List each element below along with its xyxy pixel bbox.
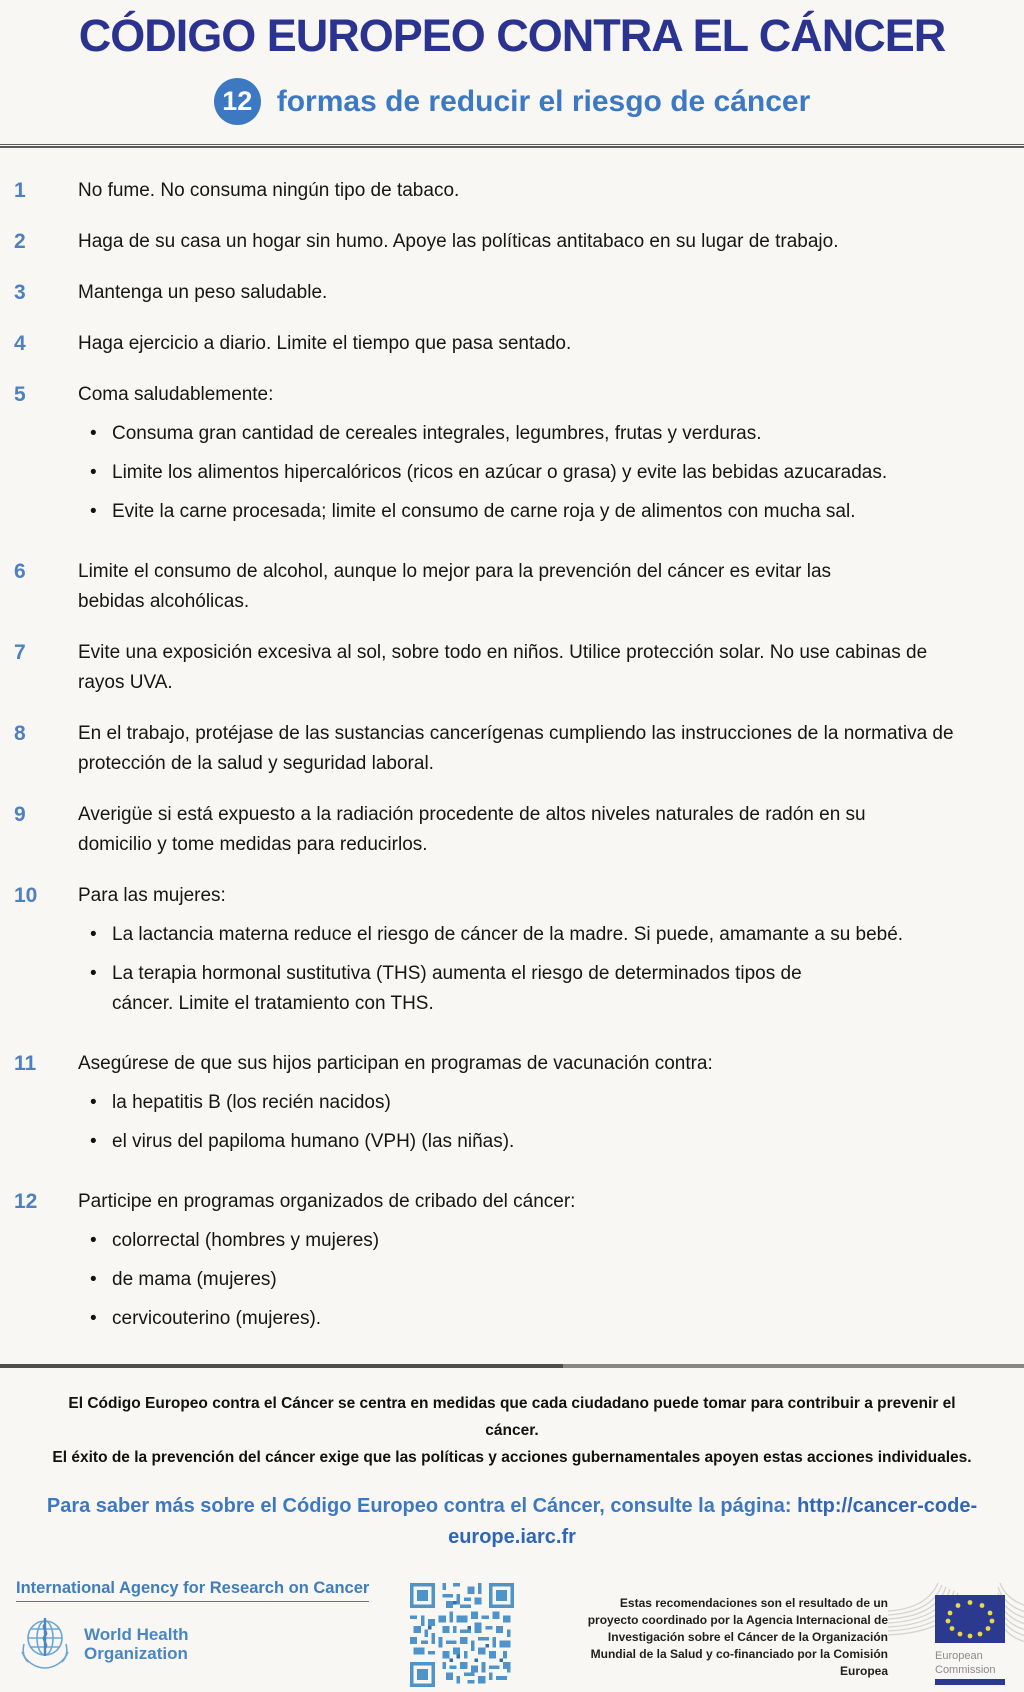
list-item <box>14 380 1004 536</box>
who-emblem-icon <box>16 1612 74 1675</box>
item-number: 1 <box>14 179 26 202</box>
bullet-item: • Limite los alimentos hipercalóricos (ricos en azúcar o grasa) y evite las bebidas azucaradas. <box>78 458 978 488</box>
item-number: 10 <box>14 884 38 907</box>
iarc-label: International Agency for Research on Cancer <box>16 1579 369 1602</box>
more-info-prefix: Para saber más sobre el Código Europeo contra el Cáncer, consulte la página: <box>46 1495 798 1517</box>
sub-bullet-list <box>78 419 1004 527</box>
item-number: 3 <box>14 281 26 304</box>
sub-bullet-list <box>78 920 1004 1019</box>
list-item <box>14 227 1004 257</box>
recommendations-list <box>0 148 1024 1343</box>
bullet-item: • cervicouterino (mujeres). <box>78 1304 978 1334</box>
bullet-item: • de mama (mujeres) <box>78 1265 978 1295</box>
sub-bullet-list <box>78 1226 1004 1334</box>
item-text: Participe en programas organizados de cribado del cáncer: <box>78 1191 576 1212</box>
list-item <box>14 719 1004 779</box>
item-text: En el trabajo, protéjase de las sustancias cancerígenas cumpliendo las instrucciones de la normativa de protección de la salud y seguridad laboral. <box>78 723 954 774</box>
list-item <box>14 557 1004 617</box>
item-text: Asegúrese de que sus hijos participan en programas de vacunación contra: <box>78 1053 713 1074</box>
summary-paragraph <box>0 1390 1024 1471</box>
list-item <box>14 1187 1004 1343</box>
item-number: 4 <box>14 332 26 355</box>
bullet-item: • Consuma gran cantidad de cereales integrales, legumbres, frutas y verduras. <box>78 419 978 449</box>
ec-logo-block <box>888 1581 1024 1690</box>
bullet-item: • el virus del papiloma humano (VPH) (las niñas). <box>78 1127 978 1157</box>
bullet-item: • La terapia hormonal sustitutiva (THS) aumenta el riesgo de determinados tipos de cáncer. Limite el tratamiento con THS. <box>78 959 868 1019</box>
credit-text: Estas recomendaciones son el resultado de un proyecto coordinado por la Agencia Internacional de Investigación sobre el Cáncer de la Organización Mundial de la Salud y co-financiado por la Comisión Europea <box>587 1596 888 1678</box>
who-label <box>84 1625 189 1663</box>
footer-divider <box>0 1364 1024 1368</box>
bullet-item: • la hepatitis B (los recién nacidos) <box>78 1088 978 1118</box>
cancer-code-url-link[interactable]: http://cancer-code-europe.iarc.fr <box>448 1495 978 1548</box>
item-number: 7 <box>14 641 26 664</box>
page-title: CÓDIGO EUROPEO CONTRA EL CÁNCER <box>78 10 946 61</box>
eu-flag-icon <box>888 1581 1024 1690</box>
list-item <box>14 881 1004 1028</box>
item-text: Limite el consumo de alcohol, aunque lo mejor para la prevención del cáncer es evitar las bebidas alcohólicas. <box>78 561 832 612</box>
item-text: Evite una exposición excesiva al sol, sobre todo en niños. Utilice protección solar. No use cabinas de rayos UVA. <box>78 642 928 693</box>
summary-line-2: El éxito de la prevención del cáncer exige que las políticas y acciones gubernamentales apoyen estas acciones individuales. <box>52 1449 972 1466</box>
bullet-item: • La lactancia materna reduce el riesgo de cáncer de la madre. Si puede, amamante a su bebé. <box>78 920 983 950</box>
ec-label-line-1: European <box>935 1650 983 1662</box>
badge-12-icon: 12 <box>214 78 261 125</box>
item-text: Coma saludablemente: <box>78 384 274 405</box>
bullet-item: • Evite la carne procesada; limite el consumo de carne roja y de alimentos con mucha sal. <box>78 497 978 527</box>
sub-bullet-list <box>78 1088 1004 1157</box>
ec-label-line-2: Commission <box>935 1664 996 1676</box>
list-item <box>14 176 1004 206</box>
item-text: Mantenga un peso saludable. <box>78 282 328 303</box>
item-text: Haga ejercicio a diario. Limite el tiempo que pasa sentado. <box>78 333 572 354</box>
list-item <box>14 1049 1004 1166</box>
item-number: 5 <box>14 383 26 406</box>
item-number: 11 <box>14 1052 37 1075</box>
item-number: 12 <box>14 1190 38 1213</box>
item-text: Para las mujeres: <box>78 885 226 906</box>
item-text: No fume. No consuma ningún tipo de tabaco. <box>78 180 460 201</box>
page-subtitle: formas de reducir el riesgo de cáncer <box>276 84 811 118</box>
subtitle-row <box>0 78 1024 125</box>
item-text: Averigüe si está expuesto a la radiación procedente de altos niveles naturales de radón en su domicilio y tome medidas para reducirlos. <box>78 804 866 855</box>
list-item <box>14 329 1004 359</box>
item-number: 9 <box>14 803 26 826</box>
who-label-line-1: World Health <box>84 1624 189 1644</box>
document-header <box>0 10 1024 148</box>
bullet-item: • colorrectal (hombres y mujeres) <box>78 1226 978 1256</box>
iarc-logo-block <box>16 1579 386 1675</box>
list-item <box>14 800 1004 860</box>
item-number: 8 <box>14 722 26 745</box>
list-item <box>14 278 1004 308</box>
summary-line-1: El Código Europeo contra el Cáncer se centra en medidas que cada ciudadano puede tomar para contribuir a prevenir el cáncer. <box>68 1395 956 1439</box>
list-item <box>14 638 1004 698</box>
footer-logos-row <box>0 1579 1024 1692</box>
qr-code-icon <box>410 1583 550 1692</box>
more-info-line <box>22 1491 1002 1553</box>
who-label-line-2: Organization <box>84 1643 188 1663</box>
item-number: 6 <box>14 560 26 583</box>
item-number: 2 <box>14 230 26 253</box>
item-text: Haga de su casa un hogar sin humo. Apoye las políticas antitabaco en su lugar de trabajo. <box>78 231 839 252</box>
